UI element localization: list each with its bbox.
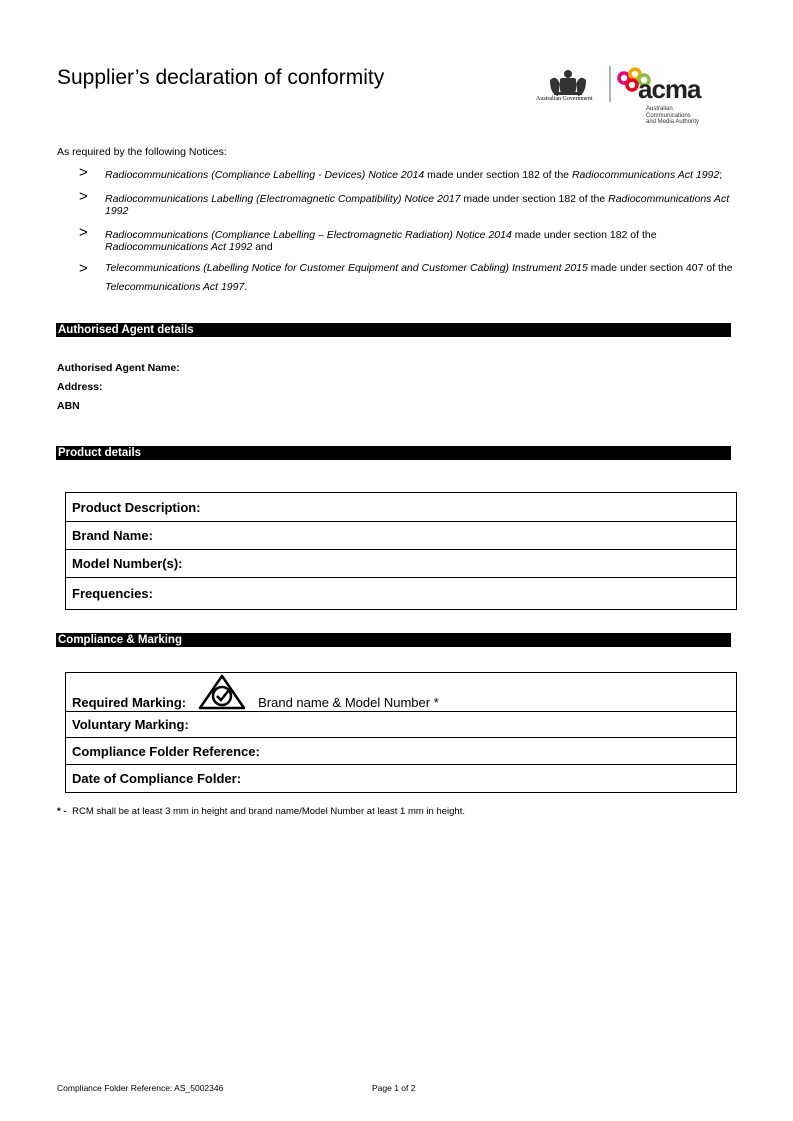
agent-abn-label: ABN <box>57 400 80 412</box>
rcm-mark-icon <box>198 674 246 710</box>
brand-name-field[interactable]: Brand Name: <box>66 522 737 550</box>
footer-reference: Compliance Folder Reference: AS_5002346 <box>57 1083 224 1093</box>
required-marking-label: Required Marking: <box>72 694 187 710</box>
notice-item: > Radiocommunications Labelling (Electromagnetic Compatibility) Notice 2017 made under section 182 of the Radiocommunications Act 1992 <box>79 188 730 217</box>
acma-subtitle: Australian Communications and Media Authority <box>646 106 700 125</box>
agent-name-label: Authorised Agent Name: <box>57 362 180 374</box>
model-number-field[interactable]: Model Number(s): <box>66 550 737 578</box>
compliance-table <box>65 672 737 793</box>
agent-address-label: Address: <box>57 381 103 393</box>
notice-item: > Radiocommunications (Compliance Labelling – Electromagnetic Radiation) Notice 2014 made under section 182 of the Radiocommunications Act 1992 and <box>79 224 657 253</box>
gov-label: Australian Government <box>536 96 593 102</box>
voluntary-marking-field[interactable]: Voluntary Marking: <box>66 712 737 738</box>
section-header-product: Product details <box>56 446 731 460</box>
notice-item: > Telecommunications (Labelling Notice for Customer Equipment and Customer Cabling) Instrument 2015 made under section 407 of the Telecommunications Act 1997. <box>79 260 733 293</box>
footnote-mark: * - <box>57 806 67 817</box>
section-header-compliance: Compliance & Marking <box>56 633 731 647</box>
compliance-folder-date-field[interactable]: Date of Compliance Folder: <box>66 765 737 793</box>
product-description-field[interactable]: Product Description: <box>66 493 737 522</box>
section-header-agent: Authorised Agent details <box>56 323 731 337</box>
agency-logos <box>536 62 736 134</box>
acma-wordmark: acma <box>638 74 701 104</box>
footer-page-number: Page 1 of 2 <box>372 1083 416 1093</box>
notice-item: > Radiocommunications (Compliance Labelling - Devices) Notice 2014 made under section 182 of the Radiocommunications Act 1992; <box>79 164 723 181</box>
frequencies-field[interactable]: Frequencies: <box>66 578 737 610</box>
required-marking-note: Brand name & Model Number * <box>258 694 439 710</box>
intro-text: As required by the following Notices: <box>57 146 227 158</box>
page-title: Supplier’s declaration of conformity <box>57 66 385 89</box>
footnote <box>57 806 465 817</box>
footnote-text: RCM shall be at least 3 mm in height and brand name/Model Number at least 1 mm in height. <box>72 806 465 817</box>
product-details-table <box>65 492 737 610</box>
compliance-folder-reference-field[interactable]: Compliance Folder Reference: <box>66 738 737 765</box>
required-marking-field[interactable] <box>66 673 737 712</box>
